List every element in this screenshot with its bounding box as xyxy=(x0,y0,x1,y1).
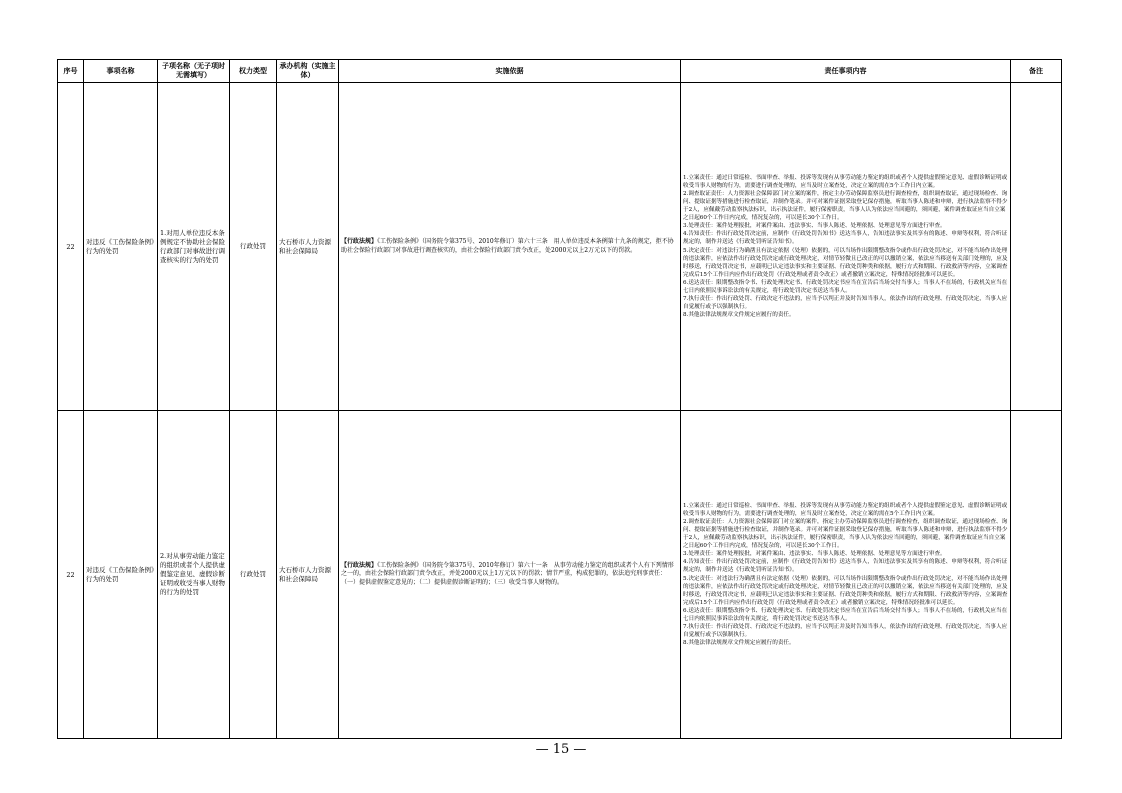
row-basis xyxy=(339,411,681,739)
row-remark xyxy=(1011,411,1062,739)
page-number: — 15 — xyxy=(535,742,587,757)
header-responsibility: 责任事项内容 xyxy=(681,60,1011,83)
row-power-type: 行政处罚 xyxy=(230,83,277,411)
responsibility-item: 7.执行责任：作出行政处罚、行政决定不违法的，应当予以判正并及时告知当事人，依法作出的行政处理、行政处罚决定，当事人应自觉履行或予以强制执行。 xyxy=(683,296,1008,311)
responsibility-item: 8.其他法律法规规章文件规定应履行的责任。 xyxy=(683,312,795,319)
row-no: 22 xyxy=(58,411,84,739)
responsibility-item: 3.处理责任：案件处理报批，对案件案由、违法事实、当事人陈述、处理依据、处理意见等方面进行审查。 xyxy=(683,551,946,558)
responsibility-item: 5.决定责任：对违法行为确凿且有法定依据（处理）依据的，可以当场作出限期整改指令或作出行政处罚决定，对不能当场作出处理的违法案件，应依法作出行政处罚决定或行政处理决定，对情节轻微且已改正的可以撤销立案，依法应当移送有关部门处理的，应及时移送，行政处罚决定书，应载明已认定违法事实和主要证据、行政处罚种类和依据，履行方式和期限、行政救济等内容，立案调查完成后15个工作日内应作出行政处罚（行政处理或者责令改正）或者撤销立案决定，特殊情况经批准可以延长。 xyxy=(683,247,1008,278)
responsibility-item: 1.立案责任：通过日常巡检、书面审查、举报、投诉等发现有从事劳动能力鉴定的组织或者个人提供虚假鉴定意见、虚假诊断证明或收受当事人财物的行为，需要进行调查处理的，应当及时立案查处，决定立案的需在5个工作日内立案。 xyxy=(683,502,1008,517)
row-org: 大石桥市人力资源和社会保障局 xyxy=(277,83,339,411)
header-org: 承办机构（实施主体） xyxy=(277,60,339,83)
row-responsibility xyxy=(681,83,1011,411)
responsibility-item: 2.调查取证责任：人力资源社会保障部门对立案的案件，指定主办劳动保障监察员进行调查检查，组织调查取证，通过现场检查、询问、提取证据等措施进行检查取证，并制作笔录。并可对案件证据采取登记保存措施，听取当事人陈述和申辩，进行执法监察不得少于2人，应佩戴劳动监察执法标识，出示执法证件，履行保密职责，当事人认为依法应当回避的，须回避，案件调查取证应当自立案之日起60个工作日内完成，情况复杂的，可以延长30个工作日。 xyxy=(683,518,1008,550)
responsibility-item: 3.处理责任：案件处理报批，对案件案由、违法事实、当事人陈述、处理依据、处理意见等方面进行审查。 xyxy=(683,223,946,230)
basis-text: 《工伤保险条例》（国务院令第375号、2010年修订）第六十三条 用人单位违反本条例第十九条的规定，拒不协助社会保险行政部门对事故进行调查核实的，由社会保险行政部门责令改正，处2000元以上2万元以下的罚款。 xyxy=(341,238,674,254)
basis-title: 【行政法规】 xyxy=(341,561,378,569)
responsibility-item: 1.立案责任：通过日常巡检、书面审查、举报、投诉等发现有从事劳动能力鉴定的组织或者个人提供虚假鉴定意见、虚假诊断证明或收受当事人财物的行为，需要进行调查处理的，应当及时立案查处，决定立案的需在5个工作日内立案。 xyxy=(683,174,1008,189)
row-no: 22 xyxy=(58,83,84,411)
responsibility-item: 7.执行责任：作出行政处罚、行政决定不违法的，应当予以判正并及时告知当事人，依法作出的行政处理、行政处罚决定，当事人应自觉履行或予以强制执行。 xyxy=(683,624,1008,639)
table-header-row xyxy=(58,60,1062,83)
responsibility-table xyxy=(57,59,1062,739)
table-row xyxy=(58,83,1062,411)
header-sub-item: 子项名称（无子项时无需填写） xyxy=(158,60,230,83)
responsibility-item: 5.决定责任：对违法行为确凿且有法定依据（处理）依据的，可以当场作出限期整改指令或作出行政处罚决定，对不能当场作出处理的违法案件，应依法作出行政处罚决定或行政处理决定，对情节轻微且已改正的可以撤销立案，依法应当移送有关部门处理的，应及时移送，行政处罚决定书，应载明已认定违法事实和主要证据、行政处罚种类和依据，履行方式和期限、行政救济等内容，立案调查完成后15个工作日内应作出行政处罚（行政处理或者责令改正）或者撤销立案决定，特殊情况经批准可以延长。 xyxy=(683,575,1008,606)
basis-text: 《工伤保险条例》（国务院令第375号、2010年修订）第六十一条 从事劳动能力鉴定的组织或者个人有下列情形之一的，由社会保险行政部门责令改正，并处2000元以上1万元以下的罚款；情节严重，构成犯罪的，依法追究刑事责任：（一）提供虚假鉴定意见的；（二）提供虚假诊断证明的；（三）收受当事人财物的。 xyxy=(341,561,674,586)
row-item-name: 对违反《工伤保险条例》行为的处罚 xyxy=(84,83,158,411)
row-sub-item: 1.对用人单位违反本条例规定不协助社会保险行政部门对事故进行调查核实的行为的处罚 xyxy=(158,83,230,411)
responsibility-item: 4.告知责任：作出行政处罚决定前，应制作《行政处罚告知书》送达当事人，告知违法事实及其享有的陈述、申辩等权利，符合听证规定的，制作并送达《行政处罚听证告知书》。 xyxy=(683,231,1008,246)
row-basis xyxy=(339,83,681,411)
row-power-type: 行政处罚 xyxy=(230,411,277,739)
header-basis: 实施依据 xyxy=(339,60,681,83)
row-item-name: 对违反《工伤保险条例》行为的处罚 xyxy=(84,411,158,739)
header-remark: 备注 xyxy=(1011,60,1062,83)
responsibility-item: 4.告知责任：作出行政处罚决定前，应制作《行政处罚告知书》送达当事人，告知违法事实及其享有的陈述、申辩等权利，符合听证规定的，制作并送达《行政处罚听证告知书》。 xyxy=(683,559,1008,574)
row-remark xyxy=(1011,83,1062,411)
basis-title: 【行政法规】 xyxy=(341,238,378,245)
responsibility-item: 2.调查取证责任：人力资源社会保障部门对立案的案件，指定主办劳动保障监察员进行调查检查，组织调查取证，通过现场检查、询问、提取证据等措施进行检查取证，并制作笔录。并可对案件证据采取登记保存措施，听取当事人陈述和申辩，进行执法监察不得少于2人，应佩戴劳动监察执法标识，出示执法证件，履行保密职责，当事人认为依法应当回避的，须回避，案件调查取证应当自立案之日起60个工作日内完成，情况复杂的，可以延长30个工作日。 xyxy=(683,190,1008,222)
header-power-type: 权力类型 xyxy=(230,60,277,83)
row-sub-item: 2.对从事劳动能力鉴定的组织或者个人提供虚假鉴定意见、虚假诊断证明或收受当事人财物的行为的处罚 xyxy=(158,411,230,739)
row-responsibility xyxy=(681,411,1011,739)
header-no: 序号 xyxy=(58,60,84,83)
responsibility-item: 6.送达责任：限期整改指令书、行政处理决定书、行政处罚决定书应当在宣告后当场交付当事人；当事人不在场的，行政机关应当在七日内依照民事诉讼法的有关规定，将行政处罚决定书送达当事人。 xyxy=(683,279,1008,294)
responsibility-item: 6.送达责任：限期整改指令书、行政处理决定书、行政处罚决定书应当在宣告后当场交付当事人；当事人不在场的，行政机关应当在七日内依照民事诉讼法的有关规定，将行政处罚决定书送达当事人。 xyxy=(683,607,1008,622)
header-item-name: 事项名称 xyxy=(84,60,158,83)
responsibility-item: 8.其他法律法规规章文件规定应履行的责任。 xyxy=(683,640,795,647)
row-org: 大石桥市人力资源和社会保障局 xyxy=(277,411,339,739)
table-row xyxy=(58,411,1062,739)
